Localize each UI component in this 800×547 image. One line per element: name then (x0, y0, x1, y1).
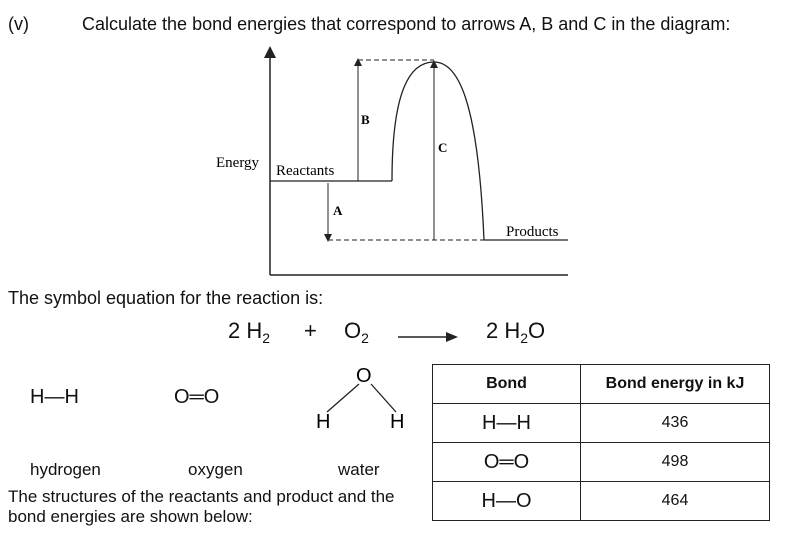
reactant-h2: 2 $H_2$ (228, 318, 271, 346)
products-label: Products (506, 224, 559, 240)
header-bond: Bond (433, 365, 581, 404)
water-h-atom-right: H (390, 411, 405, 433)
arrow-a-label: A (333, 203, 343, 218)
bond-cell: H—O (433, 482, 581, 521)
table-row (433, 443, 770, 482)
question-text: Calculate the bond energies that correspond to arrows A, B and C in the diagram: (82, 14, 731, 34)
plus-sign: + (304, 318, 317, 343)
reaction-arrow (396, 330, 460, 344)
reactant-o2: $O_2$ (344, 318, 369, 346)
arrow-c-label: C (438, 140, 448, 155)
product-h2o: 2 $H_2O$ (486, 318, 546, 346)
energy-cell: 498 (581, 443, 770, 482)
water-caption: water (338, 460, 380, 479)
oxygen-structure: O═O (174, 386, 220, 408)
oxygen-caption: oxygen (188, 460, 243, 479)
question-number: (v) (8, 14, 29, 34)
energy-curve (392, 62, 568, 240)
water-o-atom: O (356, 365, 372, 387)
hydrogen-structure: H—H (30, 386, 79, 408)
hydrogen-caption: hydrogen (30, 460, 101, 479)
arrow-b-label: B (361, 112, 370, 127)
equation-intro: The symbol equation for the reaction is: (8, 288, 324, 308)
energy-axis-label: Energy (216, 155, 260, 171)
bond-cell: H—H (433, 404, 581, 443)
energy-cell: 464 (581, 482, 770, 521)
table-row (433, 482, 770, 521)
structures-intro: The structures of the reactants and product and the bond energies are shown below: (8, 487, 395, 526)
bond-cell: O═O (433, 443, 581, 482)
reactants-label: Reactants (276, 163, 335, 179)
energy-cell: 436 (581, 404, 770, 443)
water-structure (310, 360, 410, 440)
water-h-atom-left: H (316, 411, 331, 433)
table-row (433, 404, 770, 443)
table-header-row (433, 365, 770, 404)
header-bond-energy: Bond energy in kJ (581, 365, 770, 404)
bond-energy-table (432, 364, 770, 521)
